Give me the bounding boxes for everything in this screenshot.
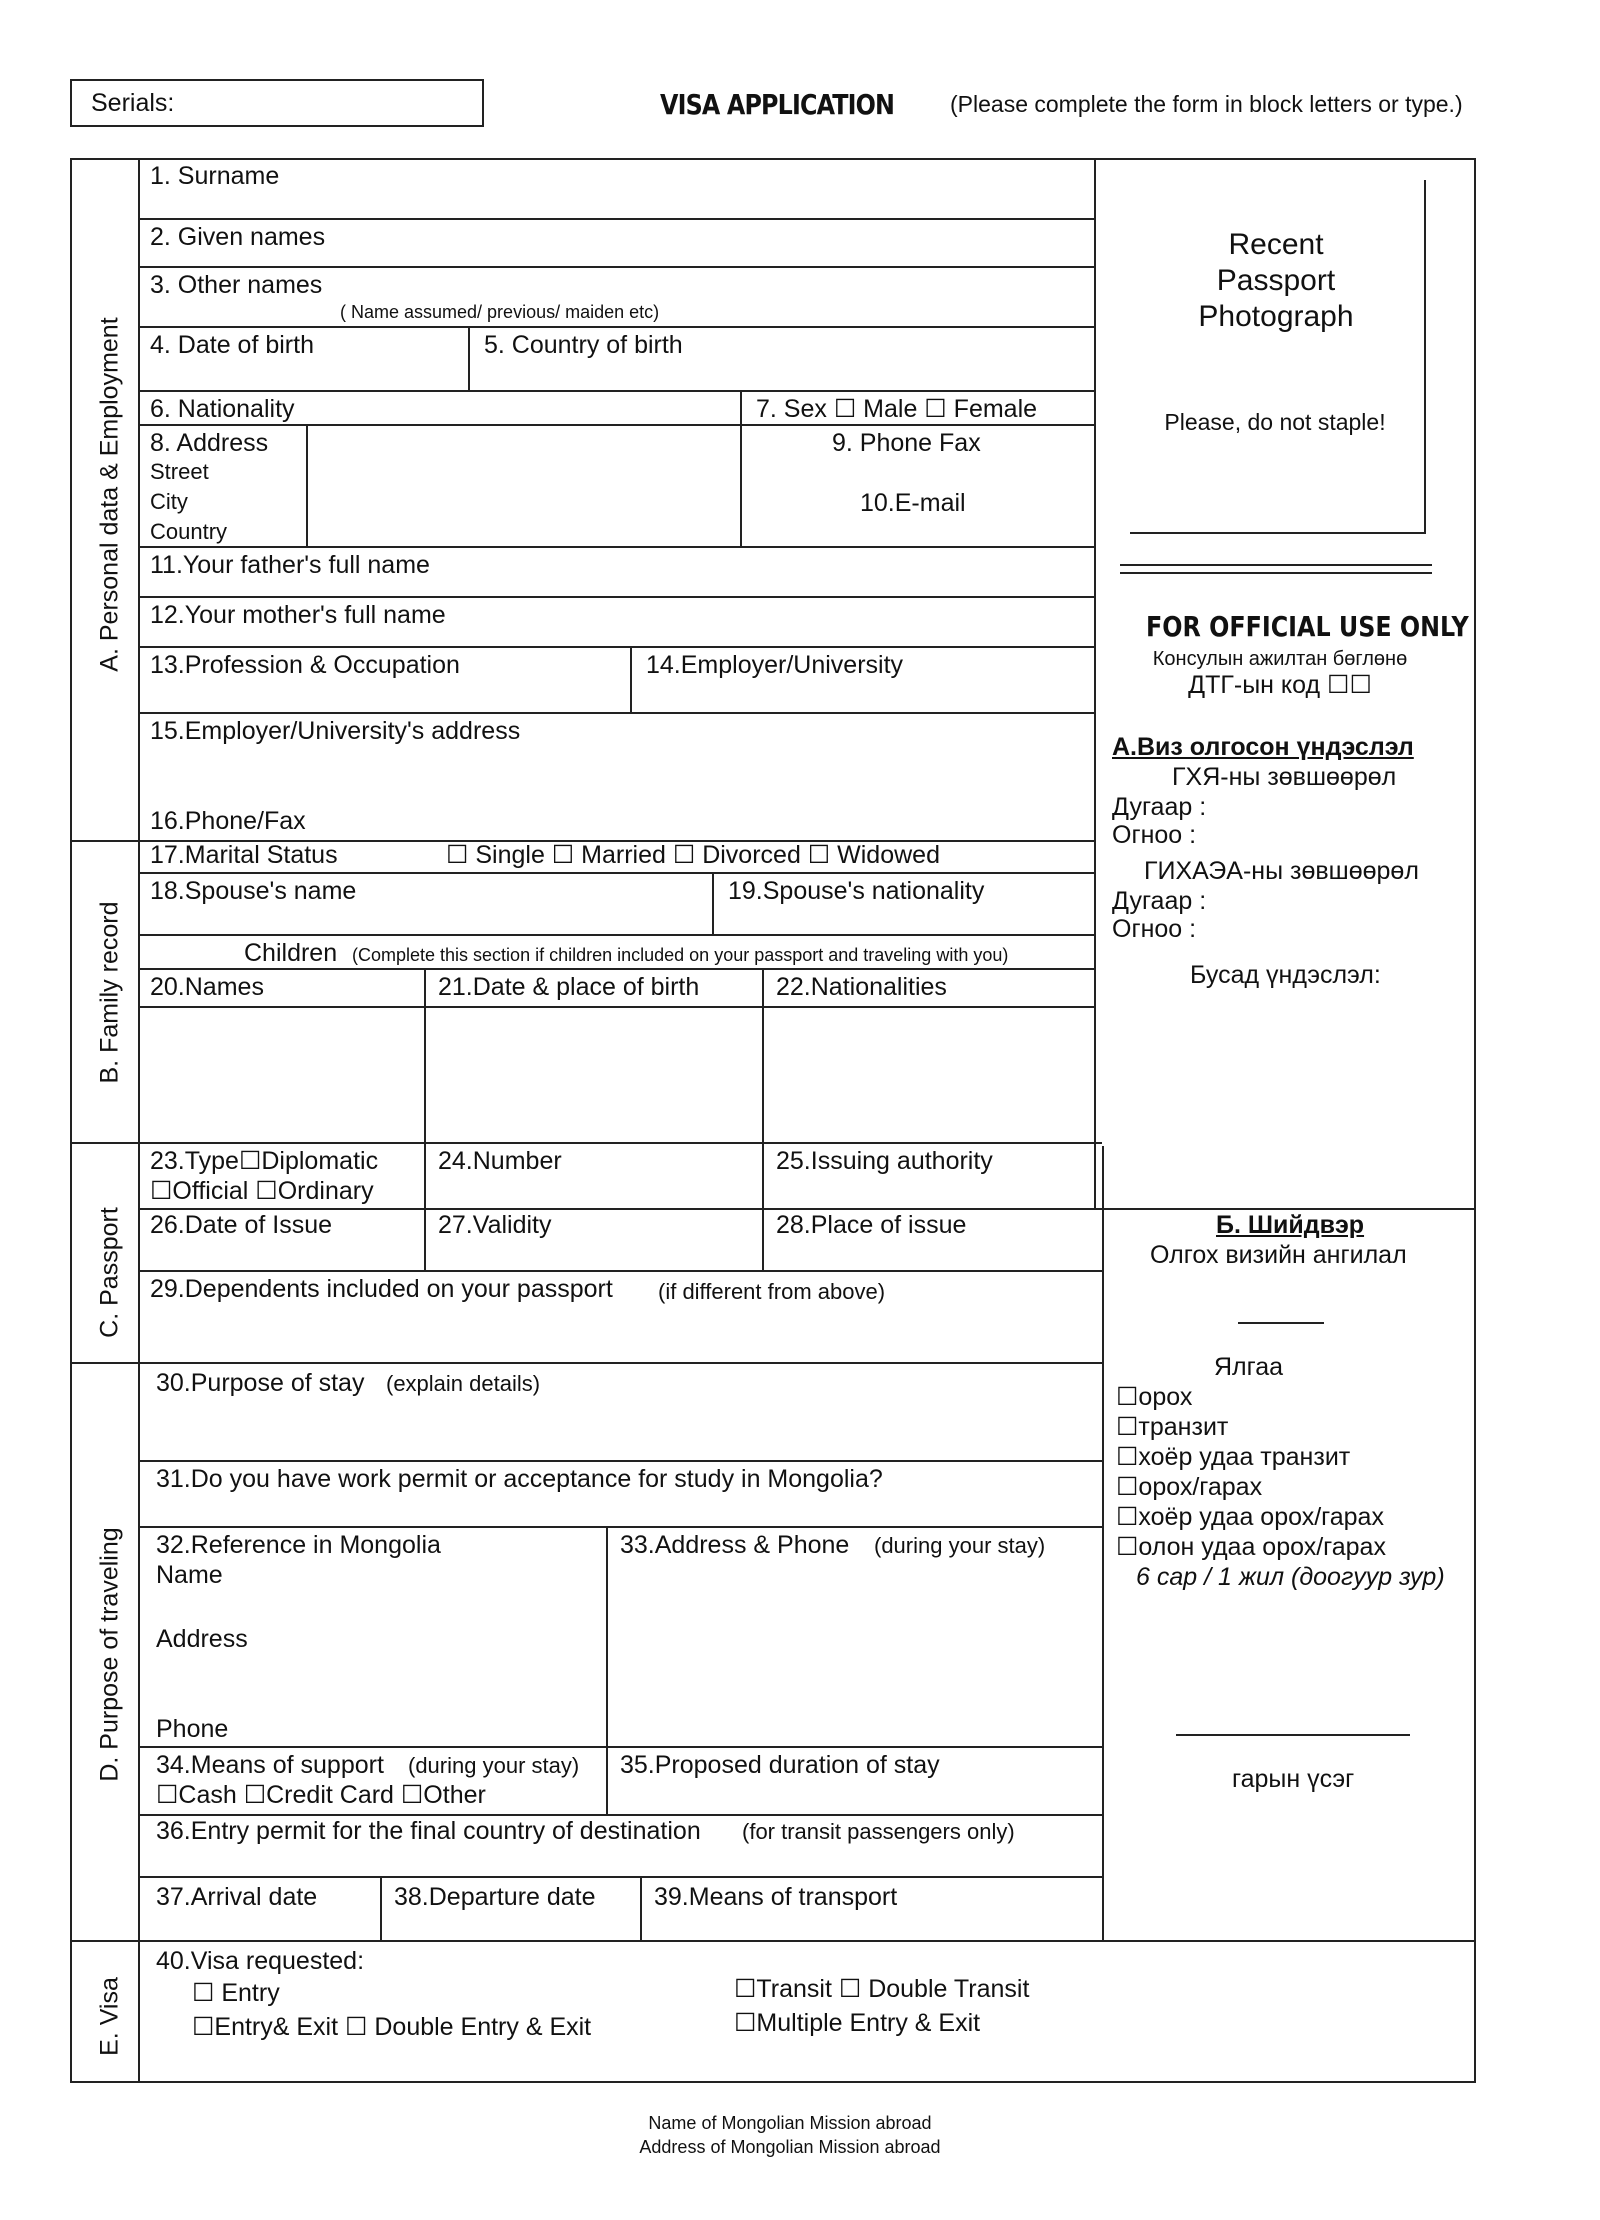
col-line: [640, 1876, 642, 1940]
footer-mission-name: Name of Mongolian Mission abroad: [648, 2113, 932, 2133]
row-line: [138, 1460, 1102, 1462]
official-dugaar-1: Дугаар :: [1112, 793, 1207, 821]
field-purpose-of-stay[interactable]: 30.Purpose of stay: [156, 1369, 365, 1397]
row-line: [138, 1270, 1102, 1272]
field-children-nationalities[interactable]: 22.Nationalities: [776, 973, 947, 1001]
col-line: [424, 1142, 426, 1270]
field-marital-status[interactable]: 17.Marital Status: [150, 841, 338, 869]
photo-line1: Recent: [1228, 228, 1324, 261]
official-busad: Бусад үндэслэл:: [1190, 961, 1381, 989]
visa-entry-exit-options[interactable]: ☐Entry& Exit ☐ Double Entry & Exit: [192, 2013, 592, 2041]
field-means-of-transport[interactable]: 39.Means of transport: [654, 1883, 898, 1911]
page-title: VISA APPLICATION: [660, 88, 895, 121]
row-line: [138, 1006, 1094, 1008]
children-note: (Complete this section if children included on your passport and traveling with you): [352, 945, 1009, 965]
official-ognoo-2: Огноо :: [1112, 915, 1197, 943]
field-profession[interactable]: 13.Profession & Occupation: [150, 651, 460, 679]
official-option-6[interactable]: ☐олон удаа орох/гарах: [1116, 1533, 1386, 1561]
field-children-names[interactable]: 20.Names: [150, 973, 264, 1001]
col-line: [630, 646, 632, 712]
official-option-2[interactable]: ☐транзит: [1116, 1413, 1229, 1441]
field-mother-name[interactable]: 12.Your mother's full name: [150, 601, 446, 629]
official-signature: гарын үсэг: [1232, 1765, 1355, 1793]
row-line: [138, 1746, 1102, 1748]
address-street: Street: [150, 459, 209, 484]
row-line: [138, 390, 1094, 392]
section-b-label: B. Family record: [95, 901, 124, 1084]
row-line: [138, 326, 1094, 328]
address-country: Country: [150, 519, 228, 544]
field-reference[interactable]: 32.Reference in Mongolia: [156, 1531, 441, 1559]
field-work-permit[interactable]: 31.Do you have work permit or acceptance for study in Mongolia?: [156, 1465, 883, 1493]
photo-line2: Passport: [1216, 264, 1336, 297]
official-consul: Консулын ажилтан бөглөнө: [1152, 648, 1408, 670]
address-city: City: [150, 489, 188, 514]
field-surname[interactable]: 1. Surname: [150, 162, 280, 190]
col-line: [468, 326, 470, 390]
section-c-label: C. Passport: [95, 1207, 124, 1338]
official-option-3[interactable]: ☐хоёр удаа транзит: [1116, 1443, 1351, 1471]
row-line: [138, 1814, 1102, 1816]
reference-name: Name: [156, 1561, 223, 1589]
visa-multiple-option[interactable]: ☐Multiple Entry & Exit: [734, 2009, 981, 2037]
official-ognoo-1: Огноо :: [1112, 821, 1197, 849]
field-phone-fax[interactable]: 9. Phone Fax: [832, 429, 981, 457]
official-sep-b: [1102, 1208, 1474, 1210]
row-line: [138, 424, 1094, 426]
field-address-phone[interactable]: 33.Address & Phone: [620, 1531, 850, 1559]
official-a-title: А.Виз олгосон үндэслэл: [1112, 733, 1414, 761]
photo-note: Please, do not staple!: [1164, 409, 1386, 435]
official-option-1[interactable]: ☐орох: [1116, 1383, 1193, 1411]
field-sex[interactable]: 7. Sex ☐ Male ☐ Female: [756, 395, 1038, 423]
col-line: [606, 1526, 608, 1814]
field-duration-of-stay[interactable]: 35.Proposed duration of stay: [620, 1751, 940, 1779]
official-separator-2: [1120, 572, 1432, 574]
main-right-divider-1: [1094, 160, 1096, 1208]
field-phone-fax-2[interactable]: 16.Phone/Fax: [150, 807, 306, 835]
row-line: [138, 872, 1094, 874]
row-line: [138, 218, 1094, 220]
other-names-note: ( Name assumed/ previous/ maiden etc): [340, 302, 660, 322]
row-line: [138, 596, 1094, 598]
row-line: [138, 712, 1094, 714]
field-country-of-birth[interactable]: 5. Country of birth: [484, 331, 683, 359]
reference-address: Address: [156, 1625, 248, 1653]
field-visa-requested: 40.Visa requested:: [156, 1947, 365, 1975]
official-b-title: Б. Шийдвэр: [1216, 1211, 1365, 1239]
field-passport-number[interactable]: 24.Number: [438, 1147, 562, 1175]
official-gkhya: ГХЯ-ны зөвшөөрөл: [1172, 763, 1397, 791]
official-olgokh: Олгох визийн ангилал: [1150, 1241, 1407, 1269]
field-spouse-name[interactable]: 18.Spouse's name: [150, 877, 357, 905]
row-line: [138, 546, 1094, 548]
official-option-4[interactable]: ☐орох/гарах: [1116, 1473, 1263, 1501]
col-line: [762, 1142, 764, 1270]
row-line: [138, 934, 1094, 936]
field-date-of-issue[interactable]: 26.Date of Issue: [150, 1211, 333, 1239]
field-employer-address[interactable]: 15.Employer/University's address: [150, 717, 521, 745]
field-departure-date[interactable]: 38.Departure date: [394, 1883, 596, 1911]
official-short-line: [1238, 1322, 1324, 1324]
reference-phone: Phone: [156, 1715, 229, 1743]
section-column-divider: [138, 160, 140, 2082]
section-a-label: A. Personal data & Employment: [95, 317, 124, 672]
row-line: [138, 968, 1094, 970]
field-passport-type[interactable]: 23.Type☐Diplomatic: [150, 1147, 379, 1175]
col-line: [762, 968, 764, 1142]
field-means-of-support[interactable]: 34.Means of support: [156, 1751, 384, 1779]
field-issuing-authority[interactable]: 25.Issuing authority: [776, 1147, 993, 1175]
photo-box-right: [1424, 180, 1426, 532]
col-line: [306, 424, 308, 546]
section-d-label: D. Purpose of traveling: [95, 1527, 124, 1782]
field-arrival-date[interactable]: 37.Arrival date: [156, 1883, 318, 1911]
field-spouse-nationality[interactable]: 19.Spouse's nationality: [728, 877, 985, 905]
official-ylgaa: Ялгаа: [1214, 1353, 1284, 1381]
signature-line: [1176, 1734, 1410, 1736]
section-e-label: E. Visa: [95, 1977, 124, 2056]
address-phone-note: (during your stay): [874, 1533, 1046, 1558]
field-father-name[interactable]: 11.Your father's full name: [150, 551, 430, 579]
marital-options[interactable]: ☐ Single ☐ Married ☐ Divorced ☐ Widowed: [446, 841, 940, 869]
field-children-birth[interactable]: 21.Date & place of birth: [438, 973, 700, 1001]
footer-mission-address: Address of Mongolian Mission abroad: [639, 2137, 941, 2157]
field-other-names[interactable]: 3. Other names: [150, 271, 323, 299]
children-heading: Children: [244, 939, 338, 967]
field-email[interactable]: 10.E-mail: [860, 489, 966, 517]
row-line: [138, 266, 1094, 268]
visa-transit-options[interactable]: ☐Transit ☐ Double Transit: [734, 1975, 1030, 2003]
field-date-of-birth[interactable]: 4. Date of birth: [150, 331, 314, 359]
photo-line3: Photograph: [1198, 300, 1354, 333]
official-dtg-code: ДТГ-ын код ☐☐: [1188, 671, 1372, 699]
section-sep-cd: [72, 1362, 1102, 1364]
row-line: [138, 1876, 1102, 1878]
purpose-note: (explain details): [386, 1371, 541, 1396]
serials-label: Serials:: [91, 89, 175, 117]
instruction-text: (Please complete the form in block letters or type.): [950, 91, 1463, 117]
col-line: [424, 968, 426, 1142]
official-gikhaea: ГИХАЭА-ны зөвшөөрөл: [1144, 857, 1419, 885]
col-line: [712, 872, 714, 934]
passport-type-options[interactable]: ☐Official ☐Ordinary: [150, 1177, 374, 1205]
field-address[interactable]: 8. Address: [150, 429, 269, 457]
official-option-5[interactable]: ☐хоёр удаа орох/гарах: [1116, 1503, 1384, 1531]
official-separator-1: [1120, 564, 1432, 566]
field-given-names[interactable]: 2. Given names: [150, 223, 326, 251]
field-entry-permit[interactable]: 36.Entry permit for the final country of destination: [156, 1817, 701, 1845]
official-dugaar-2: Дугаар :: [1112, 887, 1207, 915]
support-options[interactable]: ☐Cash ☐Credit Card ☐Other: [156, 1781, 486, 1809]
photo-box-bottom: [1130, 532, 1426, 534]
section-sep-de: [72, 1940, 1474, 1942]
row-line: [138, 1526, 1102, 1528]
field-employer[interactable]: 14.Employer/University: [646, 651, 904, 679]
field-nationality[interactable]: 6. Nationality: [150, 395, 295, 423]
visa-entry-option[interactable]: ☐ Entry: [192, 1979, 280, 2007]
field-dependents[interactable]: 29.Dependents included on your passport: [150, 1275, 613, 1303]
field-validity[interactable]: 27.Validity: [438, 1211, 552, 1239]
col-line: [380, 1876, 382, 1940]
row-line: [138, 646, 1094, 648]
col-line: [740, 390, 742, 546]
entry-permit-note: (for transit passengers only): [742, 1819, 1015, 1844]
dependents-note: (if different from above): [658, 1279, 886, 1304]
support-note: (during your stay): [408, 1753, 580, 1778]
official-use-title: FOR OFFICIAL USE ONLY: [1146, 610, 1469, 643]
official-option-7: 6 сар / 1 жил (доогуур зур): [1136, 1563, 1445, 1591]
field-place-of-issue[interactable]: 28.Place of issue: [776, 1211, 967, 1239]
row-line: [138, 1208, 1102, 1210]
section-sep-bc: [72, 1142, 1102, 1144]
main-right-divider-2: [1102, 1146, 1104, 1942]
